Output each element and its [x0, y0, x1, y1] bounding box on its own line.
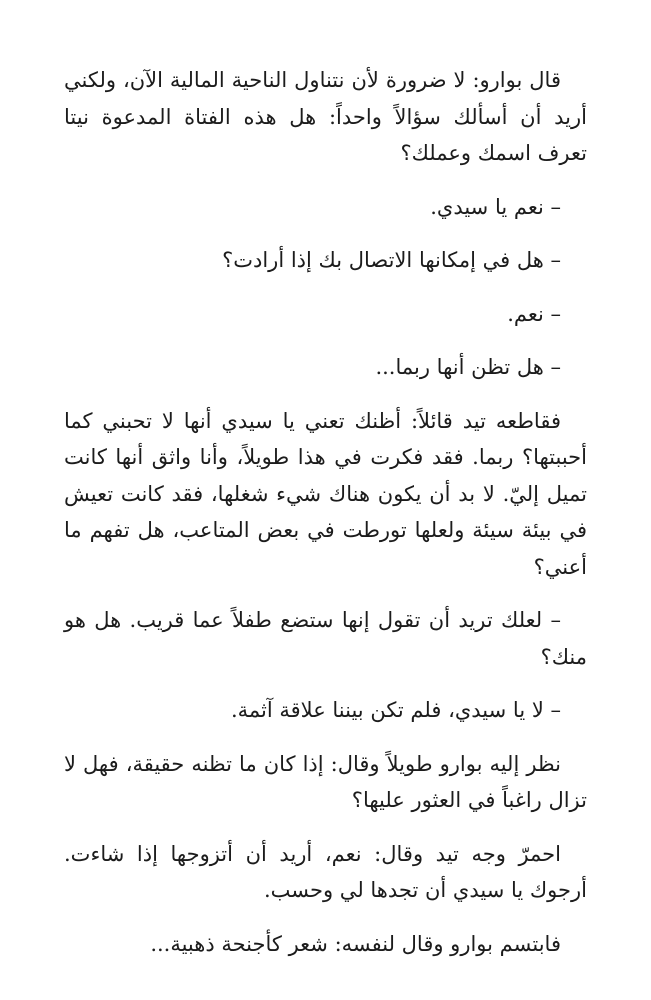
dialogue-yes-sir: – نعم يا سيدي.: [430, 194, 561, 219]
paragraph-poirot-smiles: فابتسم بوارو وقال لنفسه: شعر كأجنحة ذهبية...: [150, 931, 561, 956]
dialogue-yes: – نعم.: [507, 301, 561, 326]
dialogue-no-sinful-relation: – لا يا سيدي، فلم تكن بيننا علاقة آثمة.: [230, 698, 561, 722]
paragraph-poirot-question: قال بوارو: لا ضرورة لأن نتناول الناحية المالية الآن، ولكني أريد أن أسألك سؤالاً واحداً: هل هذه الفتاة المدعوة نيتا تعرف اسمك وعملك؟: [64, 68, 587, 165]
dialogue-do-you-think: – هل تظن أنها ربما...: [375, 355, 561, 379]
paragraph-poirot-looks: نظر إليه بوارو طويلاً وقال: إذا كان ما تظنه حقيقة، فهل لا تزال راغباً في العثور عليها؟: [64, 751, 587, 812]
dialogue-expecting-child: – لعلك تريد أن تقول إنها ستضع طفلاً عما قريب. هل هو منك؟: [64, 608, 587, 669]
dialogue-can-she-contact: – هل في إمكانها الاتصال بك إذا أرادت؟: [222, 248, 561, 272]
paragraph-ted-interrupts: فقاطعه تيد قائلاً: أظنك تعني يا سيدي أنها لا تحبني كما أحببتها؟ ربما. فقد فكرت في هذا طويلاً، وأنا واثق أنها كانت تميل إليّ. لا بد أن يكون هناك شيء شغلها، فقد كانت تعيش في بيئة سيئة ولعلها تورطت في بعض المتاعب، هل تفهم ما أعني؟: [64, 408, 587, 579]
paragraph-ted-blushes: احمرّ وجه تيد وقال: نعم، أريد أن أتزوجها إذا شاءت. أرجوك يا سيدي أن تجدها لي وحسب.: [64, 841, 587, 902]
